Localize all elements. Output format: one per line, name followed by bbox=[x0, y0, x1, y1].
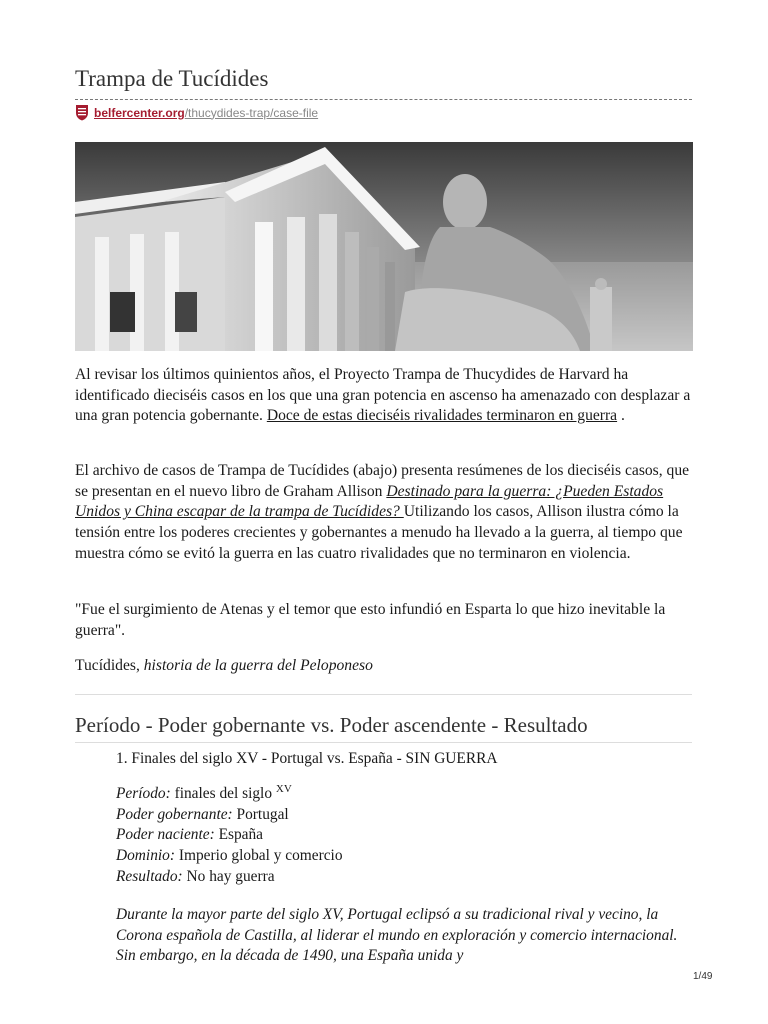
period-label: Período: bbox=[116, 785, 171, 802]
source-path[interactable]: /thucydides-trap/case-file bbox=[184, 105, 319, 120]
page-title: Trampa de Tucídides bbox=[75, 66, 269, 91]
book-link[interactable]: Destinado para la guerra: ¿Pueden Estados Unidos y China escapar de la trampa de Tucídides? bbox=[75, 482, 664, 521]
ruling-label: Poder gobernante: bbox=[116, 805, 233, 823]
section-heading: Período - Poder gobernante vs. Poder ascendente - Resultado bbox=[75, 713, 588, 737]
result-row bbox=[116, 867, 343, 888]
hero-image bbox=[75, 142, 693, 351]
case-description: Durante la mayor parte del siglo XV, Portugal eclipsó a su tradicional rival y vecino, la Corona española de Castilla, al liderar el mundo en exploración y comercio internacional. Sin embargo, en la década de 1490, una España unida y bbox=[116, 906, 678, 965]
section-divider-top bbox=[75, 694, 692, 695]
book-text: El archivo de casos de Trampa de Tucídides (abajo) presenta resúmenes de los dieciséis casos, que se presentan en el nuevo libro de Graham Allison bbox=[75, 462, 690, 500]
book-paragraph bbox=[75, 461, 700, 565]
domain-value: Imperio global y comercio bbox=[175, 847, 343, 865]
rising-value: España bbox=[214, 826, 264, 844]
parliament-statue-image bbox=[75, 142, 693, 351]
page-number: 1/49 bbox=[693, 971, 713, 982]
case-title: 1. Finales del siglo XV - Portugal vs. España - SIN GUERRA bbox=[116, 750, 498, 767]
wars-link[interactable]: Doce de estas dieciséis rivalidades terminaron en guerra bbox=[266, 407, 618, 425]
domain-row bbox=[116, 846, 343, 867]
attribution-name: Tucídides, bbox=[75, 657, 144, 674]
attribution-paragraph bbox=[75, 656, 700, 677]
domain-label: Dominio: bbox=[116, 847, 175, 865]
source-domain[interactable]: belfercenter.org bbox=[94, 105, 185, 120]
ruling-value: Portugal bbox=[232, 805, 289, 823]
result-value: No hay guerra bbox=[182, 867, 275, 885]
harvard-shield-icon bbox=[75, 104, 89, 121]
title-divider bbox=[75, 99, 692, 100]
rising-row bbox=[116, 825, 343, 846]
result-label: Resultado: bbox=[116, 867, 183, 885]
period-row bbox=[116, 784, 343, 805]
attribution-work: historia de la guerra del Peloponeso bbox=[143, 657, 373, 674]
rising-label: Poder naciente: bbox=[116, 826, 215, 844]
period-sup: XV bbox=[275, 782, 292, 795]
intro-text-end: . bbox=[617, 407, 625, 425]
case-details bbox=[116, 784, 343, 888]
quote-paragraph: "Fue el surgimiento de Atenas y el temor que esto infundió en Esparta lo que hizo inevitable la guerra". bbox=[75, 601, 666, 639]
book-text-end: Utilizando los casos, Allison ilustra cómo la tensión entre los poderes crecientes y gobernantes a menudo ha llevado a la guerra, al tiempo que muestra cómo se evitó la guerra en las cuatro rivalidades que no terminaron en violencia. bbox=[75, 503, 683, 562]
period-value: finales del siglo bbox=[170, 785, 276, 802]
intro-paragraph bbox=[75, 365, 700, 427]
intro-text: Al revisar los últimos quinientos años, el Proyecto Trampa de Thucydides de Harvard ha identificado dieciséis casos en los que una gran potencia en ascenso ha amenazado con desplazar a una gran potencia gobernante. bbox=[75, 366, 691, 425]
ruling-row bbox=[116, 805, 343, 826]
source-link[interactable] bbox=[75, 104, 318, 121]
section-divider-bottom bbox=[75, 742, 692, 743]
